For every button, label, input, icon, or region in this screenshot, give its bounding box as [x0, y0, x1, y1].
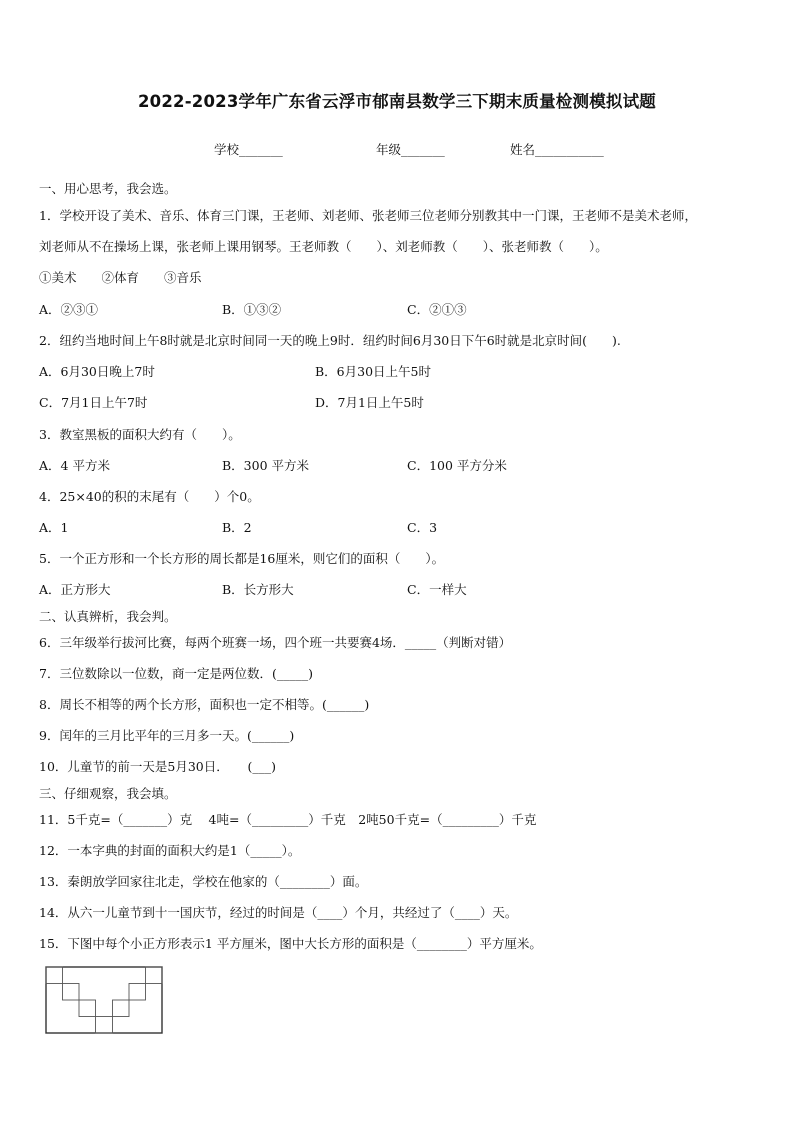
q5-stem: 5．一个正方形和一个长方形的周长都是16厘米，则它们的面积（ ）。	[39, 551, 445, 566]
q12-text: 12．一本字典的封面的面积大约是1（_____）。	[39, 843, 301, 858]
q2-option-d: D．7月1日上午5时	[315, 395, 424, 410]
section-heading-1: 一、用心思考，我会选。	[39, 181, 177, 196]
name-field: 姓名___________	[510, 142, 604, 157]
q2-option-c: C．7月1日上午7时	[39, 395, 148, 410]
q5-option-c: C．一样大	[407, 582, 467, 597]
q1-stem-line1: 1．学校开设了美术、音乐、体育三门课，王老师、刘老师、张老师三位老师分别教其中一门课，王老师不是美术老师，	[39, 208, 697, 223]
q9-text: 9．闰年的三月比平年的三月多一天。(______)	[39, 728, 295, 743]
q1-choices: ①美术 ②体育 ③音乐	[39, 270, 202, 285]
small-square	[46, 967, 63, 984]
q15-text: 15．下图中每个小正方形表示1 平方厘米，图中大长方形的面积是（________）平方厘米。	[39, 936, 542, 951]
section-heading-2: 二、认真辨析，我会判。	[39, 609, 177, 624]
q5-option-a: A．正方形大	[39, 582, 111, 597]
q4-stem: 4．25×40的积的末尾有（ ）个0。	[39, 489, 260, 504]
q15-grid-figure	[45, 966, 165, 1036]
q2-stem: 2．纽约当地时间上午8时就是北京时间同一天的晚上9时．纽约时间6月30日下午6时就是北京时间( ).	[39, 333, 621, 348]
q11-text: 11．5千克=（_______）克 4吨=（_________）千克 2吨50千克=（_________）千克	[39, 812, 537, 827]
grade-field: 年级_______	[376, 142, 445, 157]
q1-option-c: C．②①③	[407, 302, 467, 317]
small-square	[113, 1000, 130, 1017]
small-square	[129, 984, 146, 1001]
q8-text: 8．周长不相等的两个长方形，面积也一定不相等。(______)	[39, 697, 370, 712]
q4-option-a: A．1	[39, 520, 69, 535]
q13-text: 13．秦朗放学回家往北走，学校在他家的（________）面。	[39, 874, 368, 889]
page-title: 2022-2023学年广东省云浮市郁南县数学三下期末质量检测模拟试题	[138, 92, 656, 111]
school-field: 学校_______	[214, 142, 283, 157]
q3-option-a: A．4 平方米	[39, 458, 110, 473]
q3-stem: 3．教室黑板的面积大约有（ ）。	[39, 427, 241, 442]
q4-option-c: C．3	[407, 520, 438, 535]
q5-option-b: B．长方形大	[222, 582, 294, 597]
q14-text: 14．从六一儿童节到十一国庆节，经过的时间是（____）个月，共经过了（____）天。	[39, 905, 518, 920]
q3-option-b: B．300 平方米	[222, 458, 310, 473]
q1-stem-line2: 刘老师从不在操场上课，张老师上课用钢琴。王老师教（ ）、刘老师教（ ）、张老师教（ ）。	[39, 239, 608, 254]
q3-option-c: C．100 平方分米	[407, 458, 507, 473]
section-heading-3: 三、仔细观察，我会填。	[39, 786, 177, 801]
q6-text: 6．三年级举行拔河比赛，每两个班赛一场，四个班一共要赛4场．_____（判断对错）	[39, 635, 512, 650]
q10-text: 10．儿童节的前一天是5月30日． (___)	[39, 759, 277, 774]
small-square	[146, 967, 163, 984]
q4-option-b: B．2	[222, 520, 252, 535]
q1-option-b: B．①③②	[222, 302, 282, 317]
q2-option-b: B．6月30日上午5时	[315, 364, 431, 379]
q7-text: 7．三位数除以一位数，商一定是两位数．(_____)	[39, 666, 313, 681]
q2-option-a: A．6月30日晚上7时	[39, 364, 155, 379]
small-square	[96, 1017, 113, 1034]
small-square	[79, 1000, 96, 1017]
small-square	[63, 984, 80, 1001]
q1-option-a: A．②③①	[39, 302, 99, 317]
